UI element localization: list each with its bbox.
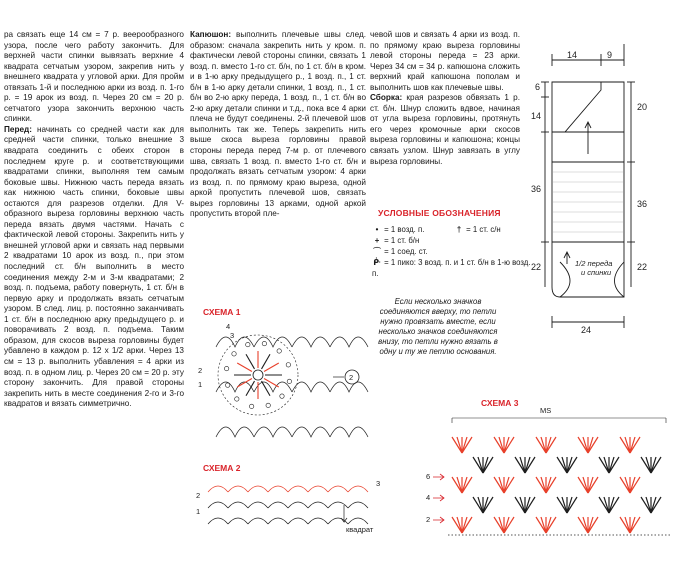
col1-paragraph-1: ра связать еще 14 см = 7 р. веерообразного узора, после чего работу закончить. Для верхней части спинки вывязать верхние 4 квадрата сетчатым узором, закрепив нить у внешнего квадрата у угловой арки. Для пройм отвязать 1-й и последнюю арки из возд. п. 1-го р. = 19 арок из возд. п. Через 20 см = 20 р. сетчатого узора закончить верхнюю часть спинки. [4, 30, 184, 124]
fan-stitch [651, 497, 656, 513]
fan-stitch [609, 457, 614, 473]
pattern-caption: 1/2 переда [575, 259, 613, 268]
fan-stitch [483, 497, 493, 513]
fan-stitch [541, 477, 546, 493]
chain-arch [348, 518, 368, 524]
fan-stitch [525, 497, 530, 513]
schema1-label: 2 [198, 366, 203, 375]
fan-stitch [504, 437, 509, 453]
schema3-title: СХЕМА 3 [481, 398, 519, 408]
chain-arch [330, 427, 368, 437]
fan-stitch [462, 477, 472, 493]
schema3-row-label: 4 [426, 493, 431, 502]
fan-stitch [630, 437, 635, 453]
fan-stitch [641, 457, 651, 473]
legend-item [454, 225, 501, 236]
fan-stitch [583, 477, 588, 493]
fan-stitch [609, 497, 619, 513]
motif-chain [262, 341, 266, 345]
chain-arch [228, 486, 248, 492]
schema3-row-label: 2 [426, 515, 431, 524]
fan-stitch [478, 497, 483, 513]
motif-chain [224, 366, 228, 370]
chain-arch [308, 486, 328, 492]
chain-arch [254, 337, 292, 347]
fan-stitch [520, 457, 525, 473]
col2-paragraph-1 [190, 30, 366, 220]
article-column-1 [4, 30, 184, 410]
fan-stitch [525, 457, 530, 473]
fan-stitch [541, 517, 546, 533]
fan-stitch [578, 477, 588, 493]
fan-stitch [462, 477, 467, 493]
fan-stitch [567, 497, 577, 513]
fan-stitch [504, 517, 509, 533]
fan-stitch [452, 517, 462, 533]
fan-stitch [462, 437, 472, 453]
hood-text: выполнить плечевые швы след. образом: сначала закрепить нить у кром. п. фактически левой стороны спинки, связать 1 возд. п. вместо 1-го ст. б/н, по 1 ст. б/н в кром. и в 1-ю арку предыдущего р., 1 возд. п., 1 ст. б/н в 1-ю арку детали спинки, 1 возд. п., 1 ст. б/н во 2-ю арку переда, 1 возд. п., 1 ст. б/н во 2-ю арку детали спинки и т.д., пока все 4 арки плеча не будут соединены. 2-й плечевой шов выполнить так же. Теперь закрепить нить выше скоса выреза горловины правой стороны переда перед 7-м р. от плечевого шва, связать 1 возд. п. вместо 1-го ст. б/н и продолжать вязать сетчатым узором: 4 арки из возд. п. по прямому краю выреза, одной аркой пропустить плечевой шов, связать вырез горловины 13 арками, одной аркой пропустить второй пле- [190, 30, 366, 219]
height-label: 20 [637, 102, 648, 112]
chain-arch [328, 486, 348, 492]
fan-stitch [630, 477, 635, 493]
chain-arch [292, 427, 330, 437]
fan-stitch [457, 517, 462, 533]
schema1-label: 2 [349, 373, 354, 382]
fan-stitch [562, 497, 567, 513]
legend-item-text: = 1 ст. с/н [466, 225, 501, 234]
motif-chain [249, 404, 253, 408]
fan-stitch [525, 457, 535, 473]
arrow-up-icon [585, 122, 591, 154]
schema2-arrow-icon [341, 505, 347, 522]
schema1-mesh [216, 337, 368, 437]
height-label: 14 [531, 111, 542, 121]
fan-stitch [536, 437, 546, 453]
chain-arch [248, 486, 268, 492]
schema2-label: 2 [196, 491, 201, 500]
chain-arch [292, 337, 330, 347]
chain-arch [216, 337, 254, 347]
fan-stitch [494, 477, 504, 493]
chain-arch [328, 502, 348, 508]
fan-stitch [567, 497, 572, 513]
fan-stitch [567, 457, 577, 473]
arrow-right-icon [433, 474, 444, 480]
chain-arch [208, 502, 228, 508]
fan-stitch [630, 517, 640, 533]
legend [372, 225, 532, 280]
legend-item [372, 258, 532, 280]
fan-stitch [599, 457, 609, 473]
fan-stitch [457, 477, 462, 493]
chain-arch [348, 486, 368, 492]
chain-arch [216, 382, 254, 392]
single-crochet-icon: + [374, 236, 380, 245]
motif-chain [286, 363, 290, 367]
motif-chain [266, 403, 270, 407]
fan-stitch [499, 437, 504, 453]
fan-stitch [588, 477, 598, 493]
fan-stitch [462, 517, 472, 533]
fan-stitch [625, 437, 630, 453]
fan-stitch [525, 497, 535, 513]
schema2-title: СХЕМА 2 [203, 463, 241, 473]
height-label: 22 [531, 262, 542, 272]
schema3-diagram [420, 405, 690, 555]
neckline-outline [552, 82, 601, 132]
schema2-diagram [196, 470, 381, 560]
fan-stitch [478, 457, 483, 473]
chain-arch [308, 502, 328, 508]
fan-stitch [504, 517, 514, 533]
chain-arch [330, 337, 368, 347]
width-label: 9 [607, 50, 613, 60]
fan-stitch [499, 517, 504, 533]
fan-stitch [494, 517, 504, 533]
motif-center [253, 370, 263, 380]
fan-stitch [599, 497, 609, 513]
chain-arch [228, 502, 248, 508]
motif-stitch [262, 381, 271, 396]
fan-stitch [557, 497, 567, 513]
height-label: 6 [535, 82, 541, 92]
chain-arch [208, 486, 228, 492]
motif-stitch [246, 354, 255, 369]
motif-chain [232, 352, 236, 356]
fan-stitch [625, 517, 630, 533]
schema1-motif [218, 335, 298, 415]
fan-stitch [546, 517, 551, 533]
fan-stitch [494, 437, 504, 453]
height-label: 36 [531, 184, 542, 194]
fan-stitch [536, 477, 546, 493]
fan-stitch [646, 457, 651, 473]
fan-stitch [557, 457, 567, 473]
fan-stitch [457, 437, 462, 453]
picot-icon: ᑹ [373, 258, 381, 267]
fan-stitch [625, 477, 630, 493]
height-label: 36 [637, 199, 648, 209]
fan-stitch [515, 497, 525, 513]
fan-stitch [452, 477, 462, 493]
motif-stitch [237, 363, 252, 372]
legend-item [372, 247, 532, 258]
fan-stitch [567, 457, 572, 473]
fan-stitch [604, 457, 609, 473]
fan-stitch [641, 497, 651, 513]
fan-stitch [483, 457, 488, 473]
schema1-label: 4 [226, 322, 231, 331]
legend-item-text: = 1 ст. б/н [384, 236, 420, 245]
chain-arch [254, 427, 292, 437]
fan-stitch [620, 437, 630, 453]
article-column-3 [370, 30, 520, 167]
fan-stitch [541, 437, 546, 453]
fan-stitch [462, 517, 467, 533]
fan-stitch [620, 477, 630, 493]
chain-arch [248, 502, 268, 508]
fan-stitch [546, 477, 556, 493]
fan-stitch [609, 497, 614, 513]
fan-stitch [546, 477, 551, 493]
fan-stitch [630, 437, 640, 453]
motif-chain [280, 394, 284, 398]
chain-arch [308, 518, 328, 524]
chain-arch [216, 427, 254, 437]
fan-stitch [504, 437, 514, 453]
chain-arch [268, 502, 288, 508]
chain-arch [288, 502, 308, 508]
fan-stitch [520, 497, 525, 513]
hood-heading: Капюшон: [190, 30, 232, 39]
motif-stitch [264, 363, 279, 372]
chain-arch [348, 502, 368, 508]
schema3-top-label: MS [540, 406, 552, 415]
fan-stitch [583, 517, 588, 533]
slip-stitch-icon: ⌒ [373, 247, 381, 256]
fan-stitch [452, 437, 462, 453]
fan-stitch [583, 437, 588, 453]
schema2-label: 3 [376, 479, 381, 488]
motif-chain [287, 379, 291, 383]
pattern-caption: и спинки [581, 268, 612, 277]
fan-stitch [651, 457, 661, 473]
schema1-label: 3 [230, 331, 235, 340]
schema1-title: СХЕМА 1 [203, 307, 241, 317]
width-label: 14 [567, 50, 578, 60]
schema1-label: 1 [198, 380, 203, 389]
pattern-schematic [525, 42, 695, 342]
article-column-2 [190, 30, 366, 220]
fan-stitch [578, 437, 588, 453]
height-label: 22 [637, 262, 648, 272]
chain-arch [268, 518, 288, 524]
legend-item [372, 225, 532, 236]
fan-stitch [504, 477, 509, 493]
motif-chain [277, 349, 281, 353]
motif-chain [246, 342, 250, 346]
chain-arch [292, 382, 330, 392]
chain-arch [288, 518, 308, 524]
fan-stitch [651, 457, 656, 473]
fan-stitch [546, 517, 556, 533]
fan-stitch [588, 517, 593, 533]
front-text: начинать со средней части как для средней части спинки, только внешние 3 квадрата соединить с обеих сторон в последнем круге р. и соответствующими квадратами спинки, выполняя тем самым боковые швы. Нижнюю часть переда вязать как нижнюю часть спинки, боковые швы остаются для разрезов отделки. Для V-образного выреза горловины верхнюю часть переда вязать двумя частями. Начать с фактической левой стороны. Закрепить нить у внешней угловой арки и связать над первыми 2 квадратами 10 арок из возд. п., при этом последний ст. б/н выполнить в место соединения между 2-м и 3-м квадратами; 2 возд. п. подъема, работу повернуть, 1 ст. б/н в первую арку и продолжать вязать сетчатым узором. В след. лиц. р. постоянно заканчивать 1 ст. б/н в последнюю арку предыдущего р. и поворачивать 2 возд. п. подъема. Таким образом, для скосов выреза горловины будет убавлено в каждом р. 12 х 1/2 арки. Через 13 см = 13 р. выполнить убавления = 4 арки из возд. п. в одном лиц. р. Через 20 см = 20 р. эту сторону закончить. Для правой стороны закрепить нить в месте соединения 2-го и 3-го квадратов и вязать симметрично. [4, 124, 184, 409]
fan-stitch [588, 437, 593, 453]
schema2-label: 1 [196, 507, 201, 516]
fan-stitch [546, 437, 551, 453]
fan-stitch [588, 517, 598, 533]
chain-arch [228, 518, 248, 524]
assembly-heading: Сборка: [370, 93, 403, 103]
fan-stitch [473, 497, 483, 513]
fan-stitch [536, 517, 546, 533]
double-crochet-icon: † [456, 225, 462, 234]
legend-item-text: = 1 возд. п. [384, 225, 425, 234]
fan-stitch [499, 477, 504, 493]
motif-outer-round [218, 335, 298, 415]
fan-stitch [604, 497, 609, 513]
width-label: 24 [581, 325, 592, 335]
col3-paragraph-2 [370, 93, 520, 167]
fan-stitch [504, 477, 514, 493]
fan-stitch [515, 457, 525, 473]
fan-stitch [630, 477, 640, 493]
fan-stitch [630, 517, 635, 533]
fan-stitch [609, 457, 619, 473]
assembly-text: края разрезов обвязать 1 р. ст. б/н. Шнур сложить вдвое, начиная от угла выреза горловины, протянуть его через кромочные арки скосов выреза горловины и капюшона; концы связать узлом. Шнур завязать в углу выреза горловины. [370, 93, 520, 166]
col3-paragraph-1: чевой шов и связать 4 арки из возд. п. по прямому краю выреза горловины левой стороны переда = 23 арки. Через 34 см = 34 р. капюшона сложить верхний край капюшона пополам и выполнить шов как плечевые швы. [370, 30, 520, 92]
chain-stitch-icon: • [375, 225, 379, 234]
fan-stitch [483, 497, 488, 513]
motif-stitch [262, 354, 271, 369]
fan-stitch [651, 497, 661, 513]
chain-arch [208, 518, 228, 524]
chain-arch [268, 486, 288, 492]
side-slit-curve [560, 262, 570, 297]
fan-stitch [588, 437, 598, 453]
schema3-fans [448, 437, 670, 535]
schema1-diagram [196, 315, 366, 460]
stitch-note: Если несколько значков соединяются вверху, то петли нужно провязать вместе, если несколько значков соединяются внизу, то петли нужно вязать в одну и ту же петлю основания. [378, 297, 498, 356]
fan-stitch [620, 517, 630, 533]
chain-arch [288, 486, 308, 492]
fan-stitch [646, 497, 651, 513]
legend-title: УСЛОВНЫЕ ОБОЗНАЧЕНИЯ [378, 208, 501, 218]
legend-item [372, 236, 532, 247]
fan-stitch [562, 457, 567, 473]
arrow-right-icon [433, 517, 444, 523]
front-heading: Перед: [4, 124, 32, 134]
arrow-up-icon [564, 252, 570, 264]
legend-item-text: = 1 соед. ст. [384, 247, 428, 256]
fan-stitch [588, 477, 593, 493]
fan-stitch [483, 457, 493, 473]
chain-arch [248, 518, 268, 524]
fan-stitch [462, 437, 467, 453]
fan-stitch [473, 457, 483, 473]
col1-paragraph-2 [4, 125, 184, 410]
schema2-caption: квадрат [346, 525, 374, 534]
schema3-row-label: 6 [426, 472, 431, 481]
fan-stitch [546, 437, 556, 453]
motif-chain [235, 397, 239, 401]
arrow-right-icon [433, 495, 444, 501]
fan-stitch [578, 517, 588, 533]
motif-chain [225, 383, 229, 387]
legend-item-text: = 1 пико: 3 возд. п. и 1 ст. б/н в 1-ю возд. п. [372, 258, 531, 278]
side-slit-curve [615, 262, 625, 297]
